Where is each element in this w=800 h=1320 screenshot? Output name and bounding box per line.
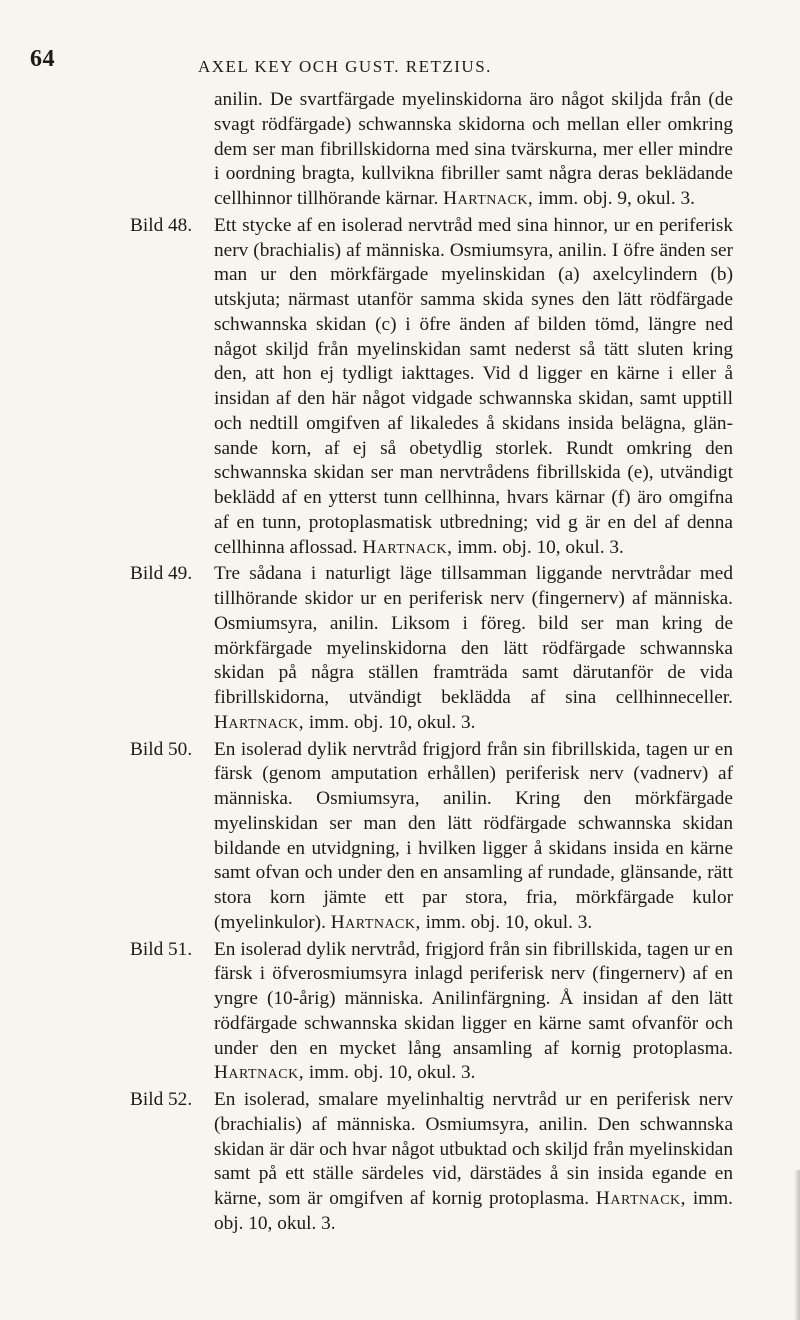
page-number: 64 [30, 46, 55, 72]
intro-credit: Hartnack, [443, 188, 534, 209]
figure-label: Bild 52. [130, 1089, 193, 1110]
figure-label: Bild 50. [130, 738, 193, 760]
figure-credit-end: imm. obj. 10, okul. 3. [420, 911, 593, 933]
intro-text: anilin. De svartfärgade myelinskidorna äro något skiljda från (de svagt rödfärgade) schwannska skidorna och mellan eller omkring dem ser man fibrillskidorna med sina tvärskurna, mer eller mindre i oordning bragta, kullvikna fibriller samt några deras beklädande cellhinnor tillhörande kärnar. [214, 89, 733, 209]
figure-credit: Hartnack, [362, 536, 453, 558]
figure-label: Bild 48. [130, 214, 193, 236]
figure-entry-51 [0, 938, 800, 1087]
figure-description: En isolerad dylik nervtråd frigjord från sin fibrillskida, tagen ur en färsk (genom amputation erhållen) periferisk nerv (vadnerv) af människa. Osmiumsyra, anilin. Kring den mörkfärgade myelinskidan ser man den lätt rödfärgade schwannska skidan bildande en utvidgning, i hvilken ligger å skidans insida en kärne samt ofvan och under den en ansamling af rundade, glänsande, rätt stora korn jämte ett par stora, fria, mörkfärgade kulor (myelinkulor). [214, 738, 733, 933]
figure-label: Bild 51. [130, 938, 193, 960]
page-edge-shadow [794, 1170, 800, 1320]
figure-credit: Hartnack, [595, 1188, 686, 1209]
figure-entry-49 [0, 562, 800, 735]
body-text [0, 88, 800, 1239]
running-head: AXEL KEY OCH GUST. RETZIUS. [198, 57, 492, 76]
figure-description: Ett stycke af en isolerad nervtråd med sina hinnor, ur en periferisk nerv (brachialis) af människa. Osmiumsyra, anilin. I öfre änden ser man ur den mörkfärgade myelinskidan (a) axelcylindern (b) utskjuta; närmast utanför samma skida synes den lätt rödfärgade schwannska skidan (c) i öfre änden af bilden tömd, längre ned något skiljd från myelinskidan samt nederst så tätt sluten kring den, att hon ej tydligt iakttages. Vid d ligger en kärne i eller å insidan af den här något vidgade schwannska skidan, samt upptill och nedtill omgifven af likaledes å skidans insida belägna, glänsande korn, af ej så obetydlig storlek. Rundt omkring den schwannska skidan ser man nervtrådens fibrillskida (e), utvändigt beklädd af en ytterst tunn cellhinna, hvars kärnar (f) äro omgifna af en tunn, protoplasmatisk utbredning; vid g är en del af denna cellhinna aflossad. [214, 214, 733, 558]
figure-label: Bild 49. [130, 563, 193, 585]
figure-credit: Hartnack, [214, 1062, 305, 1084]
figure-entry-52 [0, 1088, 800, 1237]
figure-credit-end: imm. obj. 10, okul. 3. [304, 711, 476, 733]
figure-credit-end: imm. obj. 10, okul. 3. [452, 536, 624, 558]
figure-description: En isolerad dylik nervtråd, frigjord från sin fibrillskida, tagen ur en färsk i öfverosmiumsyra inlagd periferisk nerv (fingernerv) af en yngre (10-årig) människa. Anilinfärgning. Å insidan af den lätt rödfärgade schwannska skidan ligger en kärne samt ofvanför och under den en mycket lång ansamling af kornig protoplasma. [214, 938, 733, 1059]
figure-entry-50 [0, 738, 800, 936]
figure-credit: Hartnack, [214, 711, 305, 733]
figure-credit: Hartnack, [330, 911, 421, 933]
figure-description: Tre sådana i naturligt läge tillsamman liggande nervtrådar med tillhörande skidor ur en periferisk nerv (fingernerv) af människa. Osmiumsyra, anilin. Liksom i föreg. bild ser man kring de mörkfärgade myelinskidorna den lätt rödfärgade schwannska skidan på några ställen framträda samt därutanför de vida fibrillskidorna, utvändigt beklädda af sina cellhinneceller. [214, 563, 733, 708]
figure-description: En isolerad, smalare myelinhaltig nervtråd ur en periferisk nerv (brachialis) af människa. Osmiumsyra, anilin. Den schwannska skidan är där och hvar något utbuktad och skiljd från myelinskidan samt på ett ställe särdeles vid, därstädes å sin insida egande en kärne, som är omgifven af kornig protoplasma. [214, 1089, 733, 1209]
intro-paragraph [0, 88, 800, 212]
figure-entry-48 [0, 214, 800, 561]
figure-credit-end: imm. obj. 10, okul. 3. [304, 1062, 476, 1084]
figure-credit-end: imm. obj. 10, okul. 3. [214, 1188, 733, 1234]
intro-end: imm. obj. 9, okul. 3. [533, 188, 696, 209]
